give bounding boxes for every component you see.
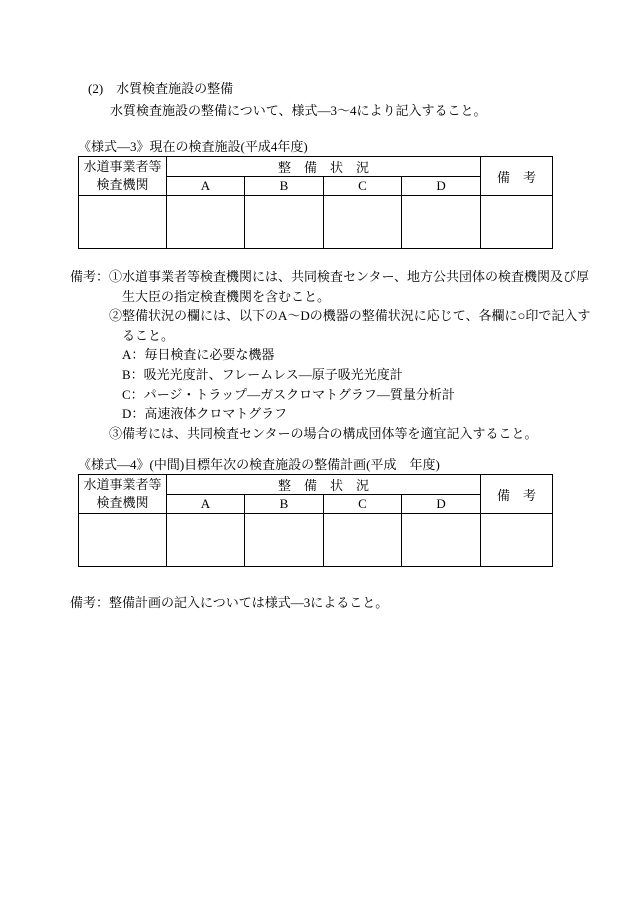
note-line: A：毎日検査に必要な機器 bbox=[122, 347, 275, 363]
form4-org-header-cell bbox=[79, 475, 167, 514]
note-line: ②整備状況の欄には、以下のA〜Dの機器の整備状況に応じて、各欄に○印で記入す bbox=[109, 308, 591, 324]
form3-remarks-entry-cell bbox=[481, 196, 553, 249]
notes-block bbox=[70, 267, 590, 443]
form3-a-entry-cell bbox=[167, 196, 245, 249]
form4-a-entry-cell bbox=[167, 514, 245, 567]
org-header-line1: 水道事業者等 bbox=[83, 477, 162, 492]
org-header-line1: 水道事業者等 bbox=[83, 159, 162, 174]
form4-col-b-header: B bbox=[245, 495, 324, 514]
note-line: ③備考には、共同検査センターの場合の構成団体等を適宜記入すること。 bbox=[109, 425, 538, 441]
form4-d-entry-cell bbox=[402, 514, 481, 567]
form4-remarks-header: 備 考 bbox=[481, 475, 553, 514]
form4-col-a-header: A bbox=[167, 495, 245, 514]
form4-col-d-header: D bbox=[402, 495, 481, 514]
form3-remarks-header: 備 考 bbox=[481, 157, 553, 196]
form3-c-entry-cell bbox=[324, 196, 402, 249]
form3-d-entry-cell bbox=[402, 196, 481, 249]
final-note: 備考：整備計画の記入については様式—3によること。 bbox=[70, 595, 389, 610]
form4-col-c-header: C bbox=[324, 495, 402, 514]
form3-col-b-header: B bbox=[245, 177, 324, 196]
form4-table bbox=[78, 474, 553, 567]
intro-text: 水質検査施設の整備について、様式—3〜4により記入すること。 bbox=[110, 103, 487, 118]
note-line: C：パージ・トラップ—ガスクロマトグラフ—質量分析計 bbox=[122, 386, 455, 402]
form3-table bbox=[78, 156, 553, 249]
org-header-line2: 検査機関 bbox=[96, 495, 149, 510]
form4-status-group-header: 整 備 状 況 bbox=[167, 475, 481, 495]
form4-caption: 《様式—4》(中間)目標年次の検査施設の整備計画(平成 年度) bbox=[78, 457, 440, 472]
form3-col-c-header: C bbox=[324, 177, 402, 196]
form3-col-d-header: D bbox=[402, 177, 481, 196]
note-line: B：吸光光度計、フレームレス—原子吸光光度計 bbox=[122, 366, 403, 382]
form4-remarks-entry-cell bbox=[481, 514, 553, 567]
form4-b-entry-cell bbox=[245, 514, 324, 567]
note-line: 生大臣の指定検査機関を含むこと。 bbox=[122, 288, 331, 304]
note-line: 備考：①水道事業者等検査機関には、共同検査センター、地方公共団体の検査機関及び厚 bbox=[70, 269, 589, 284]
org-header-line2: 検査機関 bbox=[96, 177, 149, 192]
form3-col-a-header: A bbox=[167, 177, 245, 196]
form3-status-group-header: 整 備 状 況 bbox=[167, 157, 481, 177]
form3-b-entry-cell bbox=[245, 196, 324, 249]
form3-org-entry-cell bbox=[79, 196, 167, 249]
form3-org-header-cell bbox=[79, 157, 167, 196]
note-line: D：高速液体クロマトグラフ bbox=[122, 406, 288, 422]
section-heading: (2) 水質検査施設の整備 bbox=[88, 81, 234, 96]
form4-org-entry-cell bbox=[79, 514, 167, 567]
form4-c-entry-cell bbox=[324, 514, 402, 567]
form3-caption: 《様式—3》現在の検査施設(平成4年度) bbox=[78, 139, 308, 154]
note-line: ること。 bbox=[122, 327, 175, 343]
